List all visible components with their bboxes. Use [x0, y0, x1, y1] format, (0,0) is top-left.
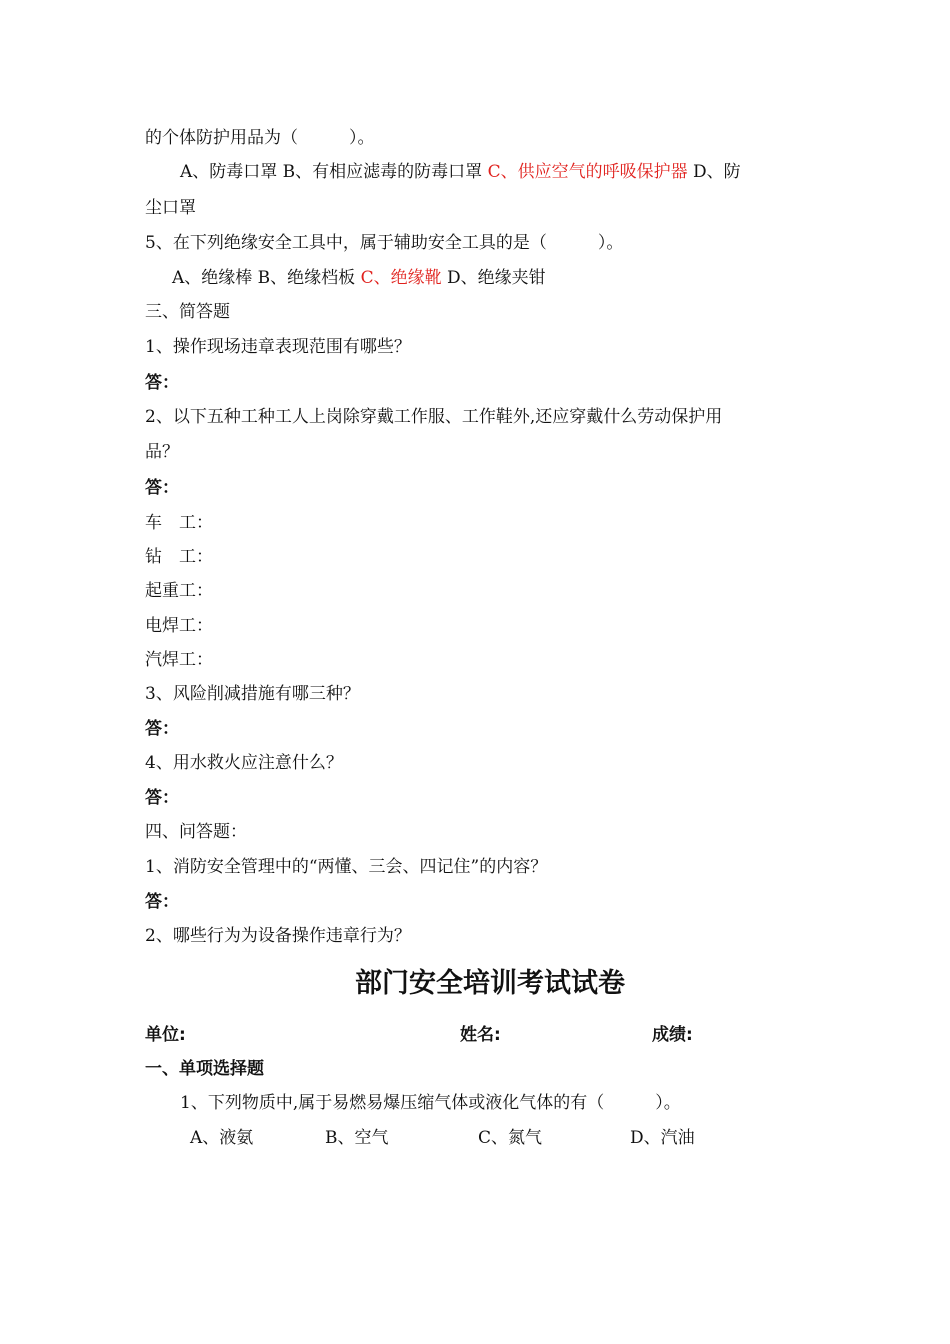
exam-question-1: 1、下列物质中,属于易燃易爆压缩气体或液化气体的有（ ）。 [180, 1093, 681, 1113]
section-3-question-2: 2、以下五种工种工人上岗除穿戴工作服、工作鞋外,还应穿戴什么劳动保护用 [145, 407, 723, 427]
worker-item: 钻 工： [145, 547, 213, 567]
question-options [180, 161, 860, 183]
worker-item: 汽焊工： [145, 650, 213, 670]
option-text: D、绝缘夹钳 [441, 268, 546, 288]
answer-label: 答： [145, 788, 179, 808]
section-3-question-1: 1、操作现场违章表现范围有哪些？ [145, 337, 411, 357]
question-continuation: 的个体防护用品为（ ）。 [145, 128, 375, 148]
correct-option: C、绝缘靴 [360, 268, 442, 288]
worker-item: 电焊工： [145, 616, 213, 636]
exam-title: 部门安全培训考试试卷 [355, 968, 625, 999]
question-5: 5、在下列绝缘安全工具中，属于辅助安全工具的是（ ）。 [145, 233, 624, 253]
section-4-question-1: 1、消防安全管理中的“两懂、三会、四记住”的内容？ [145, 857, 548, 877]
correct-option: C、供应空气的呼吸保护器 [487, 162, 688, 182]
section-3-question-3: 3、风险削减措施有哪三种？ [145, 684, 360, 704]
unit-label: 单位: [145, 1025, 186, 1045]
score-label: 成绩: [652, 1025, 693, 1045]
answer-label: 答： [145, 719, 179, 739]
section-3-title: 三、简答题 [145, 302, 230, 322]
answer-label: 答： [145, 892, 179, 912]
option-text: A、绝缘棒 B、绝缘档板 [172, 268, 361, 288]
option-a: A、液氨 [190, 1128, 254, 1148]
section-3-question-4: 4、用水救火应注意什么？ [145, 753, 343, 773]
option-b: B、空气 [325, 1128, 389, 1148]
option-d: D、汽油 [630, 1128, 695, 1148]
section-1-title: 一、单项选择题 [145, 1059, 264, 1079]
worker-item: 起重工： [145, 581, 213, 601]
section-4-title: 四、问答题： [145, 822, 247, 842]
question-5-options [172, 267, 852, 289]
section-3-question-2-cont: 品？ [145, 442, 179, 462]
answer-label: 答： [145, 373, 179, 393]
option-c: C、氮气 [478, 1128, 543, 1148]
section-4-question-2: 2、哪些行为为设备操作违章行为？ [145, 926, 411, 946]
name-label: 姓名: [460, 1025, 501, 1045]
worker-item: 车 工： [145, 513, 213, 533]
option-text: D、防 [687, 162, 741, 182]
answer-label: 答： [145, 478, 179, 498]
option-text: A、防毒口罩 B、有相应滤毒的防毒口罩 [180, 162, 488, 182]
question-options-continuation: 尘口罩 [145, 198, 196, 218]
